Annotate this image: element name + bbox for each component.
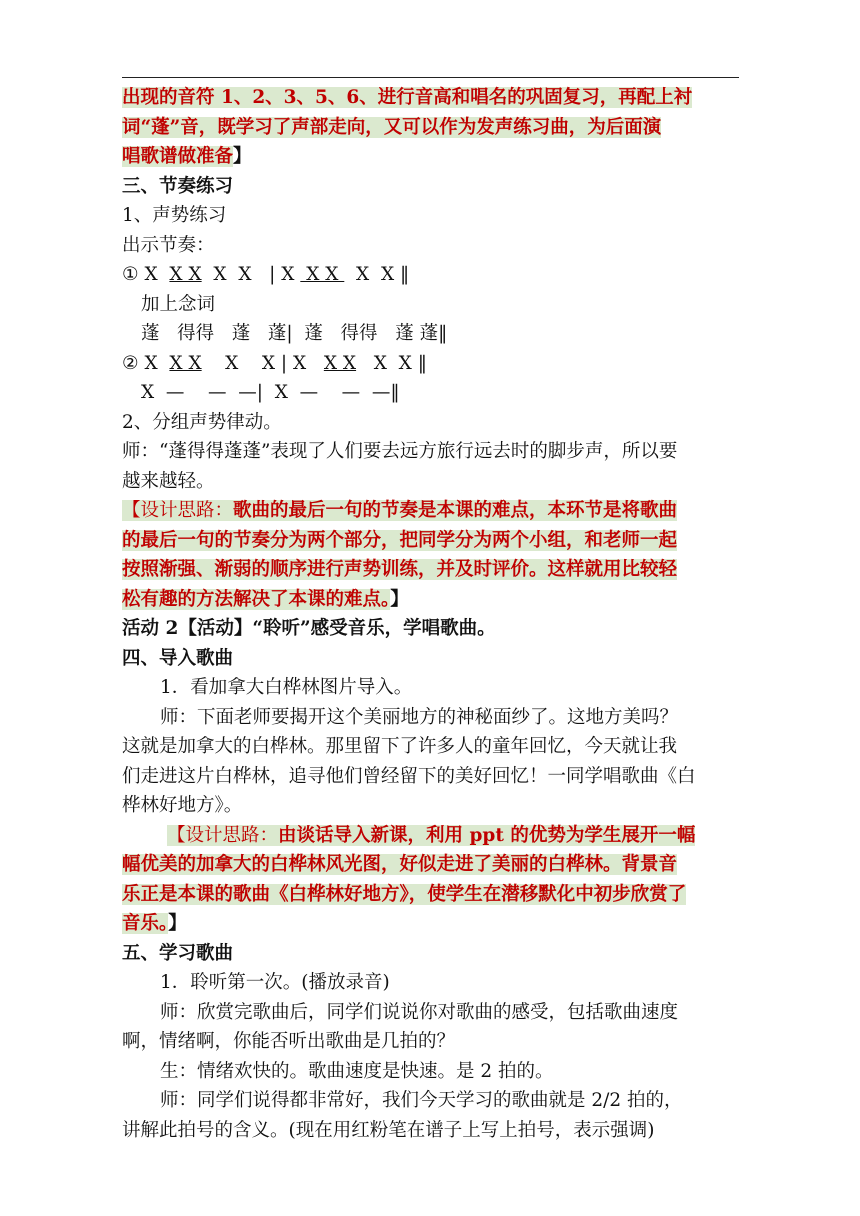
text-line: 师：下面老师要揭开这个美丽地方的神秘面纱了。这地方美吗？ [160,706,679,728]
text-line: 这就是加拿大的白桦林。那里留下了许多人的童年回忆，今天就让我 [122,736,678,757]
design-note-line: 【设计思路：歌曲的最后一句的节奏是本课的难点，本环节是将歌曲 [122,500,678,521]
text-line: 1．聆听第一次。(播放录音) [160,972,390,993]
section-heading: 三、节奏练习 [122,175,234,197]
paragraph-line: 唱歌谱做准备】 [122,146,252,167]
rhythm-line: X — — —| X — — —‖ [141,382,400,403]
activity-heading: 活动 2【活动】“聆听”感受音乐，学唱歌曲。 [122,618,496,639]
header-rule [122,77,739,78]
text-line: 1．看加拿大白桦林图片导入。 [160,677,413,698]
text-line: 桦林好地方》。 [122,795,243,816]
text-line: 师：同学们说得都非常好，我们今天学习的歌曲就是 2/2 拍的， [160,1090,683,1111]
design-note-line: 音乐。】 [122,913,187,934]
text-line: 加上念词 [141,293,216,315]
text-line: 出示节奏： [122,234,215,256]
design-note-line: 乐正是本课的歌曲《白桦林好地方》，使学生在潜移默化中初步欣赏了 [122,883,687,905]
text-line: 师：“蓬得得蓬蓬”表现了人们要去远方旅行远去时的脚步声，所以要 [122,441,678,462]
section-heading: 五、学习歌曲 [122,942,234,964]
text-line: 们走进这片白桦林，追寻他们曾经留下的美好回忆！一同学唱歌曲《白 [122,765,696,787]
subheading: 1、声势练习 [122,205,227,226]
section-heading: 四、导入歌曲 [122,647,234,669]
text-line: 越来越轻。 [122,470,215,492]
paragraph-line: 出现的音符 1、2、3、5、6、进行音高和唱名的巩固复习，再配上衬 [122,87,693,108]
text-line: 讲解此拍号的含义。(现在用红粉笔在谱子上写上拍号，表示强调) [122,1119,655,1141]
text-line: 生：情绪欢快的。歌曲速度是快速。是 2 拍的。 [160,1060,554,1082]
design-note-line: 【设计思路：由谈话导入新课，利用 ppt 的优势为学生展开一幅 [167,824,696,846]
subheading: 2、分组声势律动。 [122,411,282,433]
design-note-line: 松有趣的方法解决了本课的难点。】 [122,588,409,610]
document-body [122,83,742,1145]
rhythm-line: ① X X X X X | X X X X X ‖ [122,264,410,285]
paragraph-line: 词“蓬”音，既学习了声部走向，又可以作为发声练习曲，为后面演 [122,116,662,138]
design-note-line: 幅优美的加拿大的白桦林风光图，好似走进了美丽的白桦林。背景音 [122,854,678,875]
rhythm-line: ② X X X X X | X X X X X ‖ [122,352,427,374]
text-line: 啊，情绪啊，你能否听出歌曲是几拍的？ [122,1031,456,1052]
design-note-line: 按照渐强、渐弱的顺序进行声势训练，并及时评价。这样就用比较轻 [122,559,678,580]
design-note-line: 的最后一句的节奏分为两个部分，把同学分为两个小组，和老师一起 [122,529,678,551]
chant-line: 蓬 得得 蓬 蓬| 蓬 得得 蓬 蓬‖ [141,323,448,344]
text-line: 师：欣赏完歌曲后，同学们说说你对歌曲的感受，包括歌曲速度 [160,1001,679,1023]
